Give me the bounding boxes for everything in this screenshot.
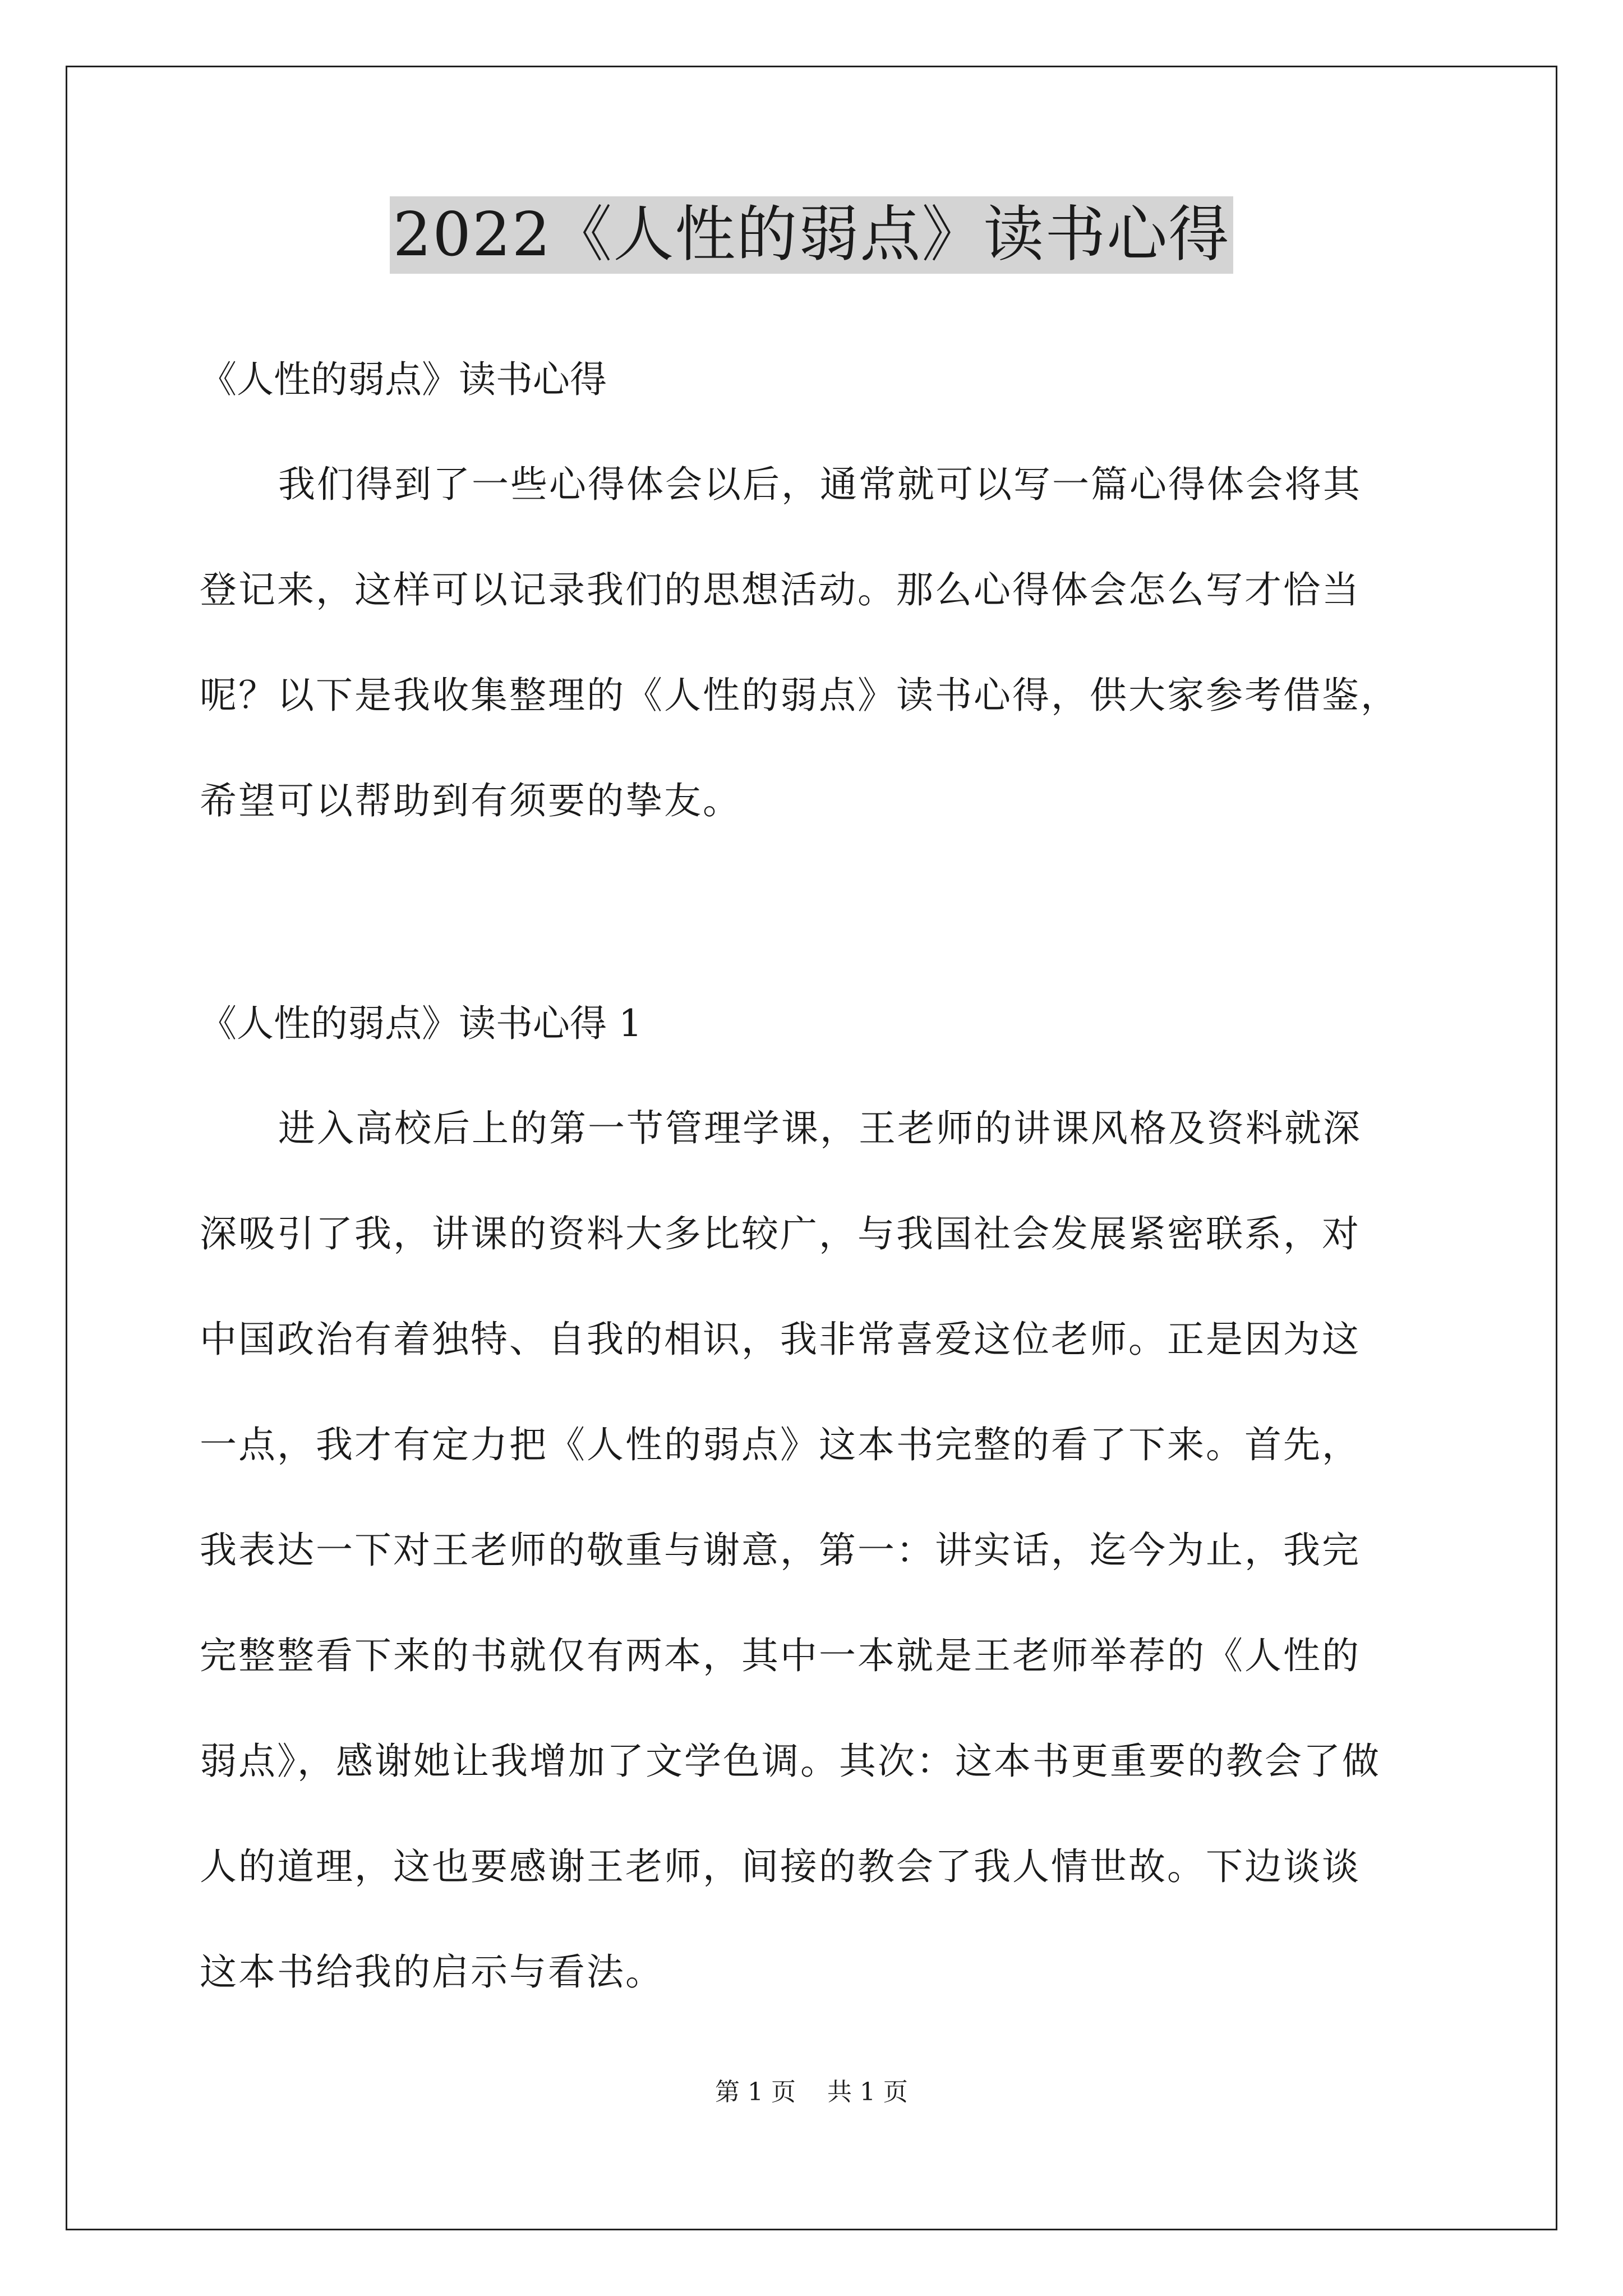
body-line: 中国政治有着独特、自我的相识，我非常喜爱这位老师。正是因为这 xyxy=(200,1318,1361,1361)
intro-line: 我们得到了一些心得体会以后，通常就可以写一篇心得体会将其 xyxy=(278,463,1362,506)
document-title: 2022《人性的弱点》读书心得 xyxy=(390,196,1234,274)
page-footer xyxy=(0,2076,1623,2109)
title-container xyxy=(0,196,1623,274)
body-line: 我表达一下对王老师的敬重与谢意，第一：讲实话，迄今为止，我完 xyxy=(200,1529,1361,1572)
intro-line: 呢？以下是我收集整理的《人性的弱点》读书心得，供大家参考借鉴， xyxy=(200,674,1399,717)
body-line: 完整整看下来的书就仅有两本，其中一本就是王老师举荐的《人性的 xyxy=(200,1634,1361,1677)
body-line: 这本书给我的启示与看法。 xyxy=(200,1950,664,1994)
body-line: 进入高校后上的第一节管理学课，王老师的讲课风格及资料就深 xyxy=(278,1107,1362,1150)
page-total: 共 1 页 xyxy=(827,2078,908,2106)
intro-line: 希望可以帮助到有须要的挚友。 xyxy=(200,779,741,822)
body-line: 一点，我才有定力把《人性的弱点》这本书完整的看了下来。首先， xyxy=(200,1423,1361,1466)
intro-paragraph xyxy=(200,432,1461,854)
body-line: 深吸引了我，讲课的资料大多比较广，与我国社会发展紧密联系，对 xyxy=(200,1212,1361,1255)
body-line: 弱点》，感谢她让我增加了文学色调。其次：这本书更重要的教会了做 xyxy=(200,1740,1381,1783)
body-line: 人的道理，这也要感谢王老师，间接的教会了我人情世故。下边谈谈 xyxy=(200,1845,1361,1888)
intro-line: 登记来，这样可以记录我们的思想活动。那么心得体会怎么写才恰当 xyxy=(200,568,1361,611)
section-heading-intro: 《人性的弱点》读书心得 xyxy=(200,358,607,401)
section-heading-1: 《人性的弱点》读书心得 1 xyxy=(200,1002,642,1045)
body-paragraph xyxy=(200,1076,1461,2025)
page-number: 第 1 页 xyxy=(715,2078,796,2106)
